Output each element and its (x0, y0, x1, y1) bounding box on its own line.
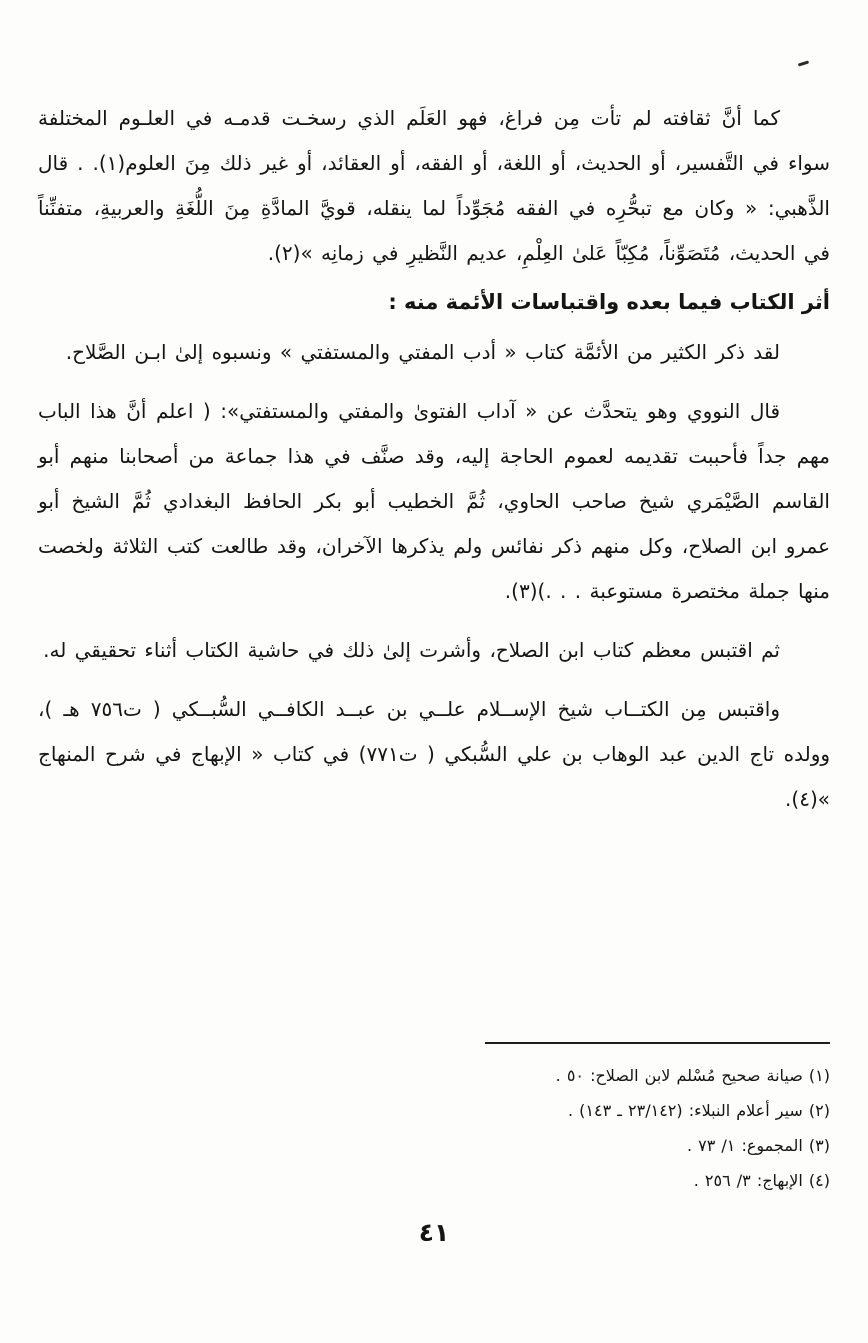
paragraph-quoting-ibn-salah: ثم اقتبس معظم كتاب ابن الصلاح، وأشرت إلىٰ ذلك في حاشية الكتاب أثناء تحقيقي له. (43, 638, 780, 662)
section-heading: أثر الكتاب فيما بعده واقتباسات الأئمة منه : (388, 290, 830, 314)
paragraph-book-attribution: لقد ذكر الكثير من الأئمَّة كتاب « أدب المفتي والمستفتي » ونسبوه إلىٰ ابـن الصَّلاح. (65, 340, 780, 364)
footnote-1: (١) صيانة صحيح مُسْلم لابن الصلاح: ٥٠ . (555, 1066, 830, 1085)
footnote-3: (٣) المجموع: ١/ ٧٣ . (686, 1136, 830, 1155)
paragraph-scholar-culture: كما أنَّ ثقافته لم تأت مِن فراغ، فهو العَلَم الذي رسخـت قدمـه في العلـوم المختلفة سواء في التَّفسير، أو الحديث، أو اللغة، أو الفقه، أو العقائد، أو غير ذلك مِنَ العلوم(١). . قال الذَّهبي: « وكان مع تبحُّرِه في الفقه مُجَوِّداً لما ينقله، قويَّ المادَّةِ مِنَ اللُّغَةِ والعربيةِ، متفنِّناً في الحديث، مُتَصَوِّناً، مُكِبّاً عَلىٰ العِلْمِ، عديم النَّظيرِ في زمانِه »(٢). (38, 106, 831, 265)
paragraph-subki-quotations: واقتبس مِن الكتــاب شيخ الإســلام علــي بن عبــد الكافــي السُّبــكي ( ت٧٥٦ هـ )، وولده تاج الدين عبد الوهاب بن علي السُّبكي ( ت٧٧١) في كتاب « الإبهاج في شرح المنهاج »(٤). (38, 697, 831, 811)
paragraph-nawawi-quote: قال النووي وهو يتحدَّث عن « آداب الفتوىٰ والمفتي والمستفتي»: ( اعلم أنَّ هذا الباب مهم جداً فأحببت تقديمه لعموم الحاجة إليه، وقد صنَّف في هذا جماعة من أصحابنا منهم أبو القاسم الصَّيْمَري شيخ صاحب الحاوي، ثُمَّ الخطيب أبو بكر الحافظ البغدادي ثُمَّ الشيخ أبو عمرو ابن الصلاح، وكل منهم ذكر نفائس ولم يذكرها الآخران، وقد طالعت كتب الثلاثة ولخصت منها جملة مختصرة مستوعبة . . .)(٣). (38, 399, 830, 603)
footnotes-section (38, 1042, 830, 1198)
footnote-separator-rule (485, 1042, 830, 1044)
stray-ink-mark (798, 60, 809, 66)
footnote-4: (٤) الإبهاج: ٣/ ٢٥٦ . (693, 1171, 830, 1190)
page-number: ٤١ (418, 1218, 450, 1247)
footnote-2: (٢) سير أعلام النبلاء: (٢٣/١٤٢ ـ ١٤٣) . (567, 1101, 830, 1120)
